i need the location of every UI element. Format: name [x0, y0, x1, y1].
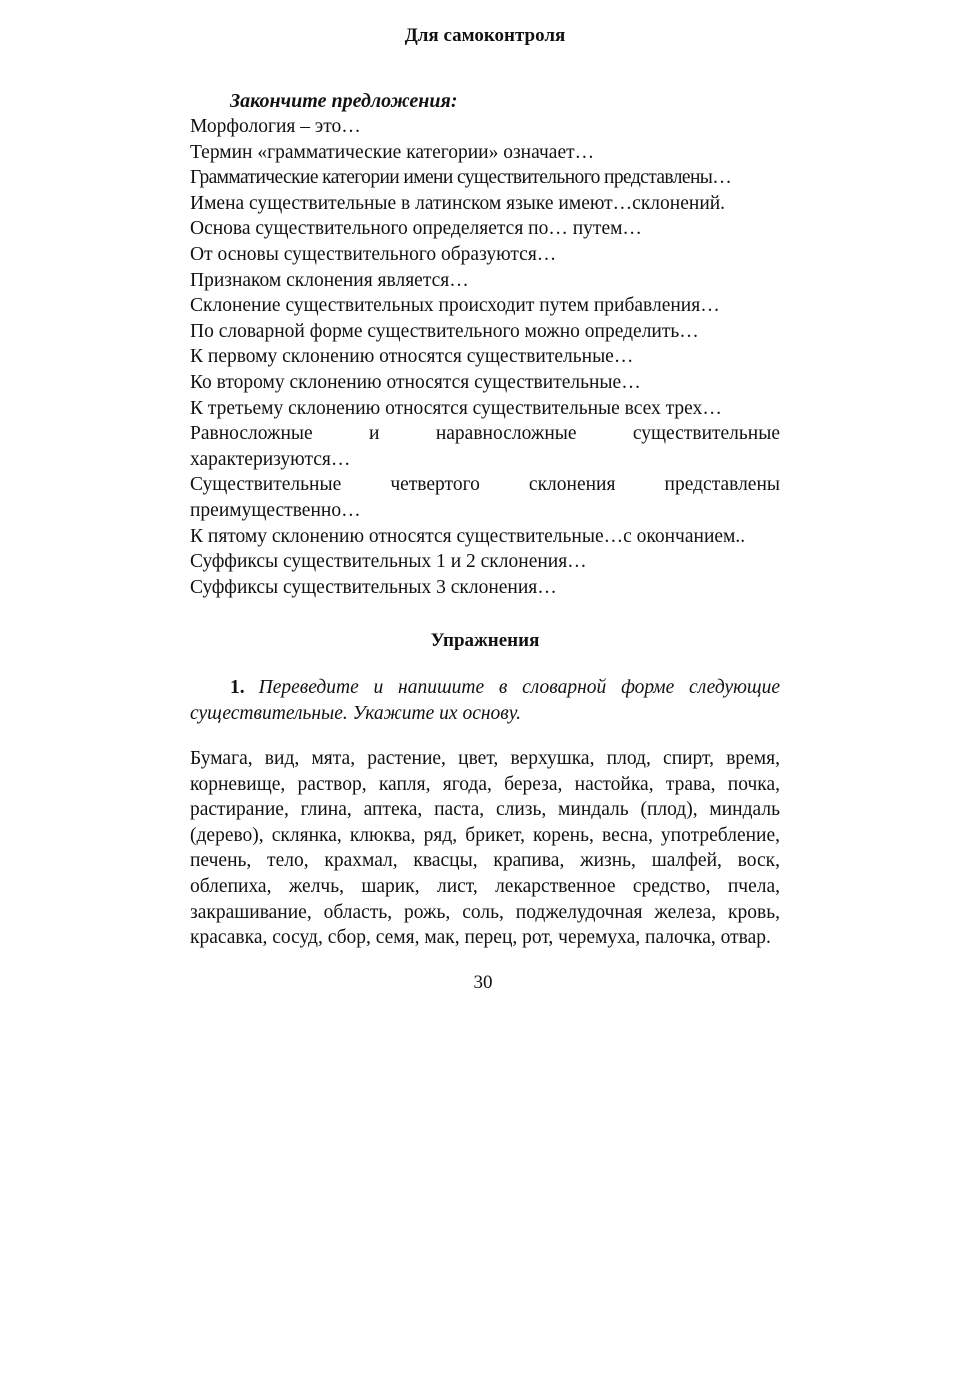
list-item: Ко второму склонению относятся существительные…	[190, 371, 641, 393]
section-title-self-check: Для самоконтроля	[404, 25, 566, 46]
list-item: Грамматические категории имени существительного представлены…	[190, 167, 732, 189]
list-item: К третьему склонению относятся существительные всех трех…	[190, 397, 722, 419]
exercise-instruction	[190, 675, 780, 726]
list-item: К первому склонению относятся существительные…	[190, 346, 634, 368]
list-item: К пятому склонению относятся существительные…с окончанием..	[190, 525, 746, 547]
list-item: Термин «грамматические категории» означает…	[190, 141, 595, 163]
list-item: Основа существительного определяется по… путем…	[190, 218, 642, 240]
list-item: Суффиксы существительных 1 и 2 склонения…	[190, 551, 587, 573]
section-title-exercises: Упражнения	[430, 630, 540, 652]
page-number: 30	[473, 972, 493, 993]
list-item: Существительные четвертого склонения представлены преимущественно…	[190, 474, 780, 521]
prompt-complete-sentences: Закончите предложения:	[230, 90, 458, 112]
list-item: Имена существительные в латинском языке имеют…склонений.	[190, 192, 726, 214]
list-item: Равносложные и наравносложные существительные характеризуются…	[190, 423, 780, 470]
list-item: Морфология – это…	[190, 116, 361, 137]
list-item: Суффиксы существительных 3 склонения…	[190, 576, 557, 598]
page-content	[190, 22, 780, 951]
exercise-task: Переведите и напишите в словарной форме следующие существительные. Укажите их основу.	[190, 677, 780, 724]
list-item: По словарной форме существительного можно определить…	[190, 320, 699, 342]
list-item: Склонение существительных происходит путем прибавления…	[190, 295, 720, 317]
exercise-number: 1.	[230, 677, 245, 699]
exercise-word-list: Бумага, вид, мята, растение, цвет, верхушка, плод, спирт, время, корневище, раствор, капля, ягода, береза, настойка, трава, почка, растирание, глина, аптека, паста, слизь, миндаль (плод), миндаль (дерево), склянка, клюква, ряд, брикет, корень, весна, употребление, печень, тело, крахмал, квасцы, крапива, жизнь, шалфей, воск, облепиха, желчь, шарик, лист, лекарственное средство, пчела, закрашивание, область, рожь, соль, поджелудочная железа, кровь, красавка, сосуд, сбор, семя, мак, перец, рот, черемуха, палочка, отвар.	[190, 747, 780, 949]
self-check-list	[190, 114, 780, 600]
list-item: От основы существительного образуются…	[190, 243, 557, 265]
list-item: Признаком склонения является…	[190, 269, 469, 291]
